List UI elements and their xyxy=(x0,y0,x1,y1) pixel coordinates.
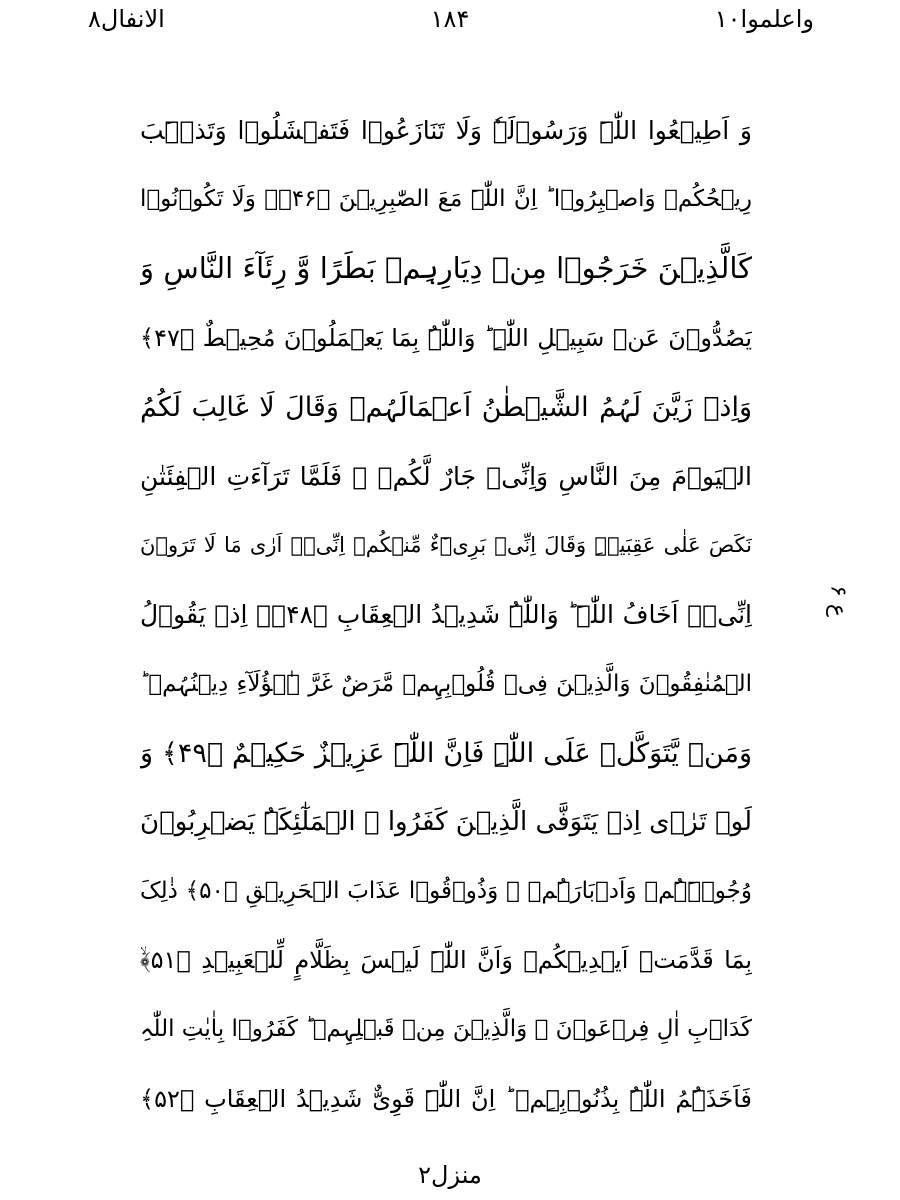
verse-line-13: بِمَا قَدَّمَتۡ اَیۡدِیۡکُمۡ وَاَنَّ اللّٰہَ لَیۡسَ بِظَلَّامٍ لِّلۡعَبِیۡدِ ﴿۵۱﴾ۙ xyxy=(140,946,752,975)
verse-line-10: وَمَنۡ یَّتَوَکَّلۡ عَلَی اللّٰہِ فَاِنَّ اللّٰہَ عَزِیۡزٌ حَکِیۡمٌ ﴿۴۹﴾ وَ xyxy=(140,737,752,769)
verse-text-block xyxy=(140,96,752,1134)
ruku-marker: ع ۶ xyxy=(825,585,851,617)
verse-line-6: الۡیَوۡمَ مِنَ النَّاسِ وَاِنِّیۡ جَارٌ لَّکُمۡ ۚ فَلَمَّا تَرَآءَتِ الۡفِئَتٰنِ xyxy=(140,461,752,491)
verse-line-7: نَکَصَ عَلٰی عَقِبَیۡہِ وَقَالَ اِنِّیۡ بَرِیۡٓءٌ مِّنۡکُمۡ اِنِّیۡۤ اَرٰی مَا لَا تَرَوۡنَ xyxy=(140,533,752,558)
verse-line-1: وَ اَطِیۡعُوا اللّٰہَ وَرَسُوۡلَہٗ وَلَا تَنَازَعُوۡا فَتَفۡشَلُوۡا وَتَذۡہَبَ xyxy=(140,116,752,145)
verse-line-3: کَالَّذِیۡنَ خَرَجُوۡا مِنۡ دِیَارِہِمۡ بَطَرًا وَّ رِئَآءَ النَّاسِ وَ xyxy=(140,251,752,286)
verse-line-11: لَوۡ تَرٰۤی اِذۡ یَتَوَفَّی الَّذِیۡنَ کَفَرُوا ۙ الۡمَلٰٓئِکَۃُ یَضۡرِبُوۡنَ xyxy=(140,806,752,837)
verse-line-12: وُجُوۡہَہُمۡ وَاَدۡبَارَہُمۡ ۚ وَذُوۡقُوۡا عَذَابَ الۡحَرِیۡقِ ﴿۵۰﴾ ذٰلِکَ xyxy=(140,878,752,905)
page-number: ۱۸۴ xyxy=(430,5,470,33)
juz-name: واعلموا۱۰ xyxy=(714,5,814,33)
verse-line-8: اِنِّیۡۤ اَخَافُ اللّٰہَ ؕ وَاللّٰہُ شَدِیۡدُ الۡعِقَابِ ﴿۴۸﴾ۧ اِذۡ یَقُوۡلُ xyxy=(140,600,752,630)
verse-line-14: کَدَاۡبِ اٰلِ فِرۡعَوۡنَ ۙ وَالَّذِیۡنَ مِنۡ قَبۡلِہِمۡ ؕ کَفَرُوۡا بِاٰیٰتِ اللّٰہِ xyxy=(140,1016,752,1043)
verse-line-5: وَاِذۡ زَیَّنَ لَہُمُ الشَّیۡطٰنُ اَعۡمَالَہُمۡ وَقَالَ لَا غَالِبَ لَکُمُ xyxy=(140,391,752,423)
verse-line-9: الۡمُنٰفِقُوۡنَ وَالَّذِیۡنَ فِیۡ قُلُوۡبِہِمۡ مَّرَضٌ غَرَّ ہٰۤؤُلَآءِ دِیۡنُہُمۡ ؕ xyxy=(140,670,752,697)
verse-line-15: فَاَخَذَہُمُ اللّٰہُ بِذُنُوۡبِہِمۡ ؕ اِنَّ اللّٰہَ قَوِیٌّ شَدِیۡدُ الۡعِقَابِ ﴿۵۲﴾ xyxy=(140,1084,752,1113)
verse-line-2: رِیۡحُکُمۡ وَاصۡبِرُوۡا ؕ اِنَّ اللّٰہَ مَعَ الصّٰبِرِیۡنَ ﴿۴۶﴾ۚ وَلَا تَکُوۡنُوۡا xyxy=(140,186,752,213)
verse-line-4: یَصُدُّوۡنَ عَنۡ سَبِیۡلِ اللّٰہِ ؕ وَاللّٰہُ بِمَا یَعۡمَلُوۡنَ مُحِیۡطٌ ﴿۴۷﴾ xyxy=(140,323,752,352)
manzil-label: منزل۲ xyxy=(418,1161,482,1189)
surah-name: الانفال۸ xyxy=(88,5,165,33)
